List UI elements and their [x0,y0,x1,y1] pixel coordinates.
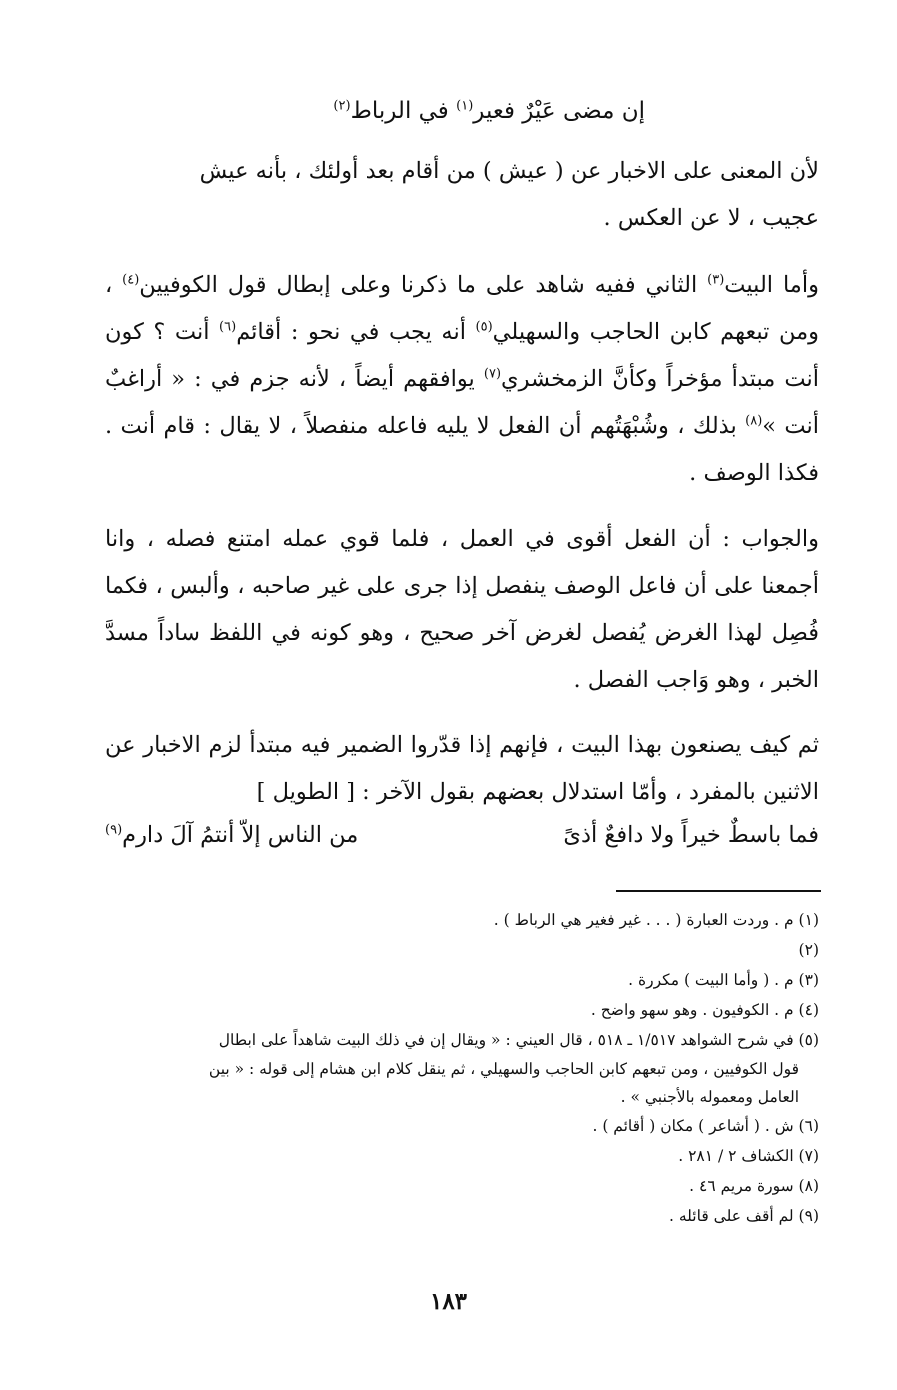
verse-bottom [105,822,819,848]
footnote-marker-4: (٤) [122,272,140,288]
paragraph-2-seg-1: وأما البيت [724,272,819,298]
verse-top-text-2: في الرباط [350,98,457,124]
footnote-marker-9: (٩) [105,822,123,838]
footnote-5-continuation-1: قول الكوفيين ، ومن تبعهم كابن الحاجب والسهيلي ، ثم ينقل كلام ابن هشام إلى قوله : « بين [208,1060,799,1078]
verse-hemistich-2-text: من الناس إلاّ أنتمُ آلَ دارم [122,822,359,848]
paragraph-3 [105,516,819,704]
footnote-marker-6: (٦) [219,319,237,335]
paragraph-1 [105,148,819,242]
footnote-9: (٩) لم أقف على قائله . [669,1207,819,1225]
footnote-2: (٢) [798,941,819,959]
footnote-marker-7: (٧) [483,366,502,382]
footnote-6: (٦) ش . ( أشاعر ) مكان ( أقائم ) . [592,1117,819,1135]
footnote-marker-8: (٨) [745,413,763,429]
verse-top-text: إن مضى عَيْرٌ فعير [473,98,645,124]
paragraph-2-seg-5: أنت ؟ كون أنت مبتدأ مؤخراً وكأنَّ الزمخشري [105,319,819,392]
footnote-marker-5: (٥) [475,319,493,335]
paragraph-2-seg-4: أنه يجب في نحو : أقائم [236,319,476,345]
footnote-marker-1: (١) [456,98,474,114]
paragraph-4-text: ثم كيف يصنعون بهذا البيت ، فإنهم إذا قدّروا الضمير فيه مبتدأ لزم الاخبار عن الاثنين بالمفرد ، وأمّا استدلال بعضهم بقول الآخر : [ الطويل ] [105,732,819,805]
footnote-marker-2: (٢) [333,98,351,114]
footnote-1: (١) م . وردت العبارة ( . . . غير فغير هي الرباط ) . [493,911,819,929]
paragraph-2-text [105,262,819,497]
footnote-7: (٧) الكشاف ٢ / ٢٨١ . [678,1147,819,1165]
paragraph-2-seg-7: بذلك ، وشُبْهَتُهم أن الفعل لا يليه فاعله منفصلاً ، لا يقال : قام أنت . فكذا الوصف . [105,413,819,486]
paragraph-2 [105,262,819,497]
paragraph-1-line-2: عجيب ، لا عن العكس . [603,205,819,231]
footnotes-list [80,905,819,1231]
footnote-3: (٣) م . ( وأما البيت ) مكررة . [628,971,819,989]
paragraph-3-text: والجواب : أن الفعل أقوى في العمل ، فلما قوي عمله امتنع فصله ، وانا أجمعنا على أن فاعل الوصف ينفصل إذا جرى على غير صاحبه ، وألبس ، فكما فُصِل لهذا الغرض يُفصل لغرض آخر صحيح ، وهو كونه في اللفظ ساداً مسدَّ الخبر ، وهو وَاجب الفصل . [105,526,819,693]
paragraph-2-seg-3: ، ومن تبعهم كابن الحاجب والسهيلي [105,272,819,345]
verse-hemistich-1: فما باسطٌ خيراً ولا دافعٌ أذىً [563,822,819,848]
footnote-5: (٥) في شرح الشواهد ١/٥١٧ ـ ٥١٨ ، قال العيني : « ويقال إن في ذلك البيت شاهداً على ابطال [218,1031,819,1049]
paragraph-2-seg-2: الثاني ففيه شاهد على ما ذكرنا وعلى إبطال قول الكوفيين [139,272,708,298]
paragraph-4 [105,722,819,816]
paragraph-2-seg-6: يوافقهم أيضاً ، لأنه جزم في : « أراغبٌ أنت » [105,366,820,439]
footnote-separator [616,890,821,892]
footnote-marker-3: (٣) [707,272,725,288]
footnote-5-continuation-2: العامل ومعموله بالأجنبي » . [620,1088,799,1106]
footnote-8: (٨) سورة مريم ٤٦ . [689,1177,819,1195]
verse-fragment-top [333,98,645,124]
page-number: ١٨٣ [429,1288,468,1315]
footnote-4: (٤) م . الكوفيون . وهو سهو واضح . [590,1001,819,1019]
verse-hemistich-2 [105,822,358,848]
paragraph-1-line-1: لأن المعنى على الاخبار عن ( عيش ) من أقام بعد أولئك ، بأنه عيش [199,158,819,184]
